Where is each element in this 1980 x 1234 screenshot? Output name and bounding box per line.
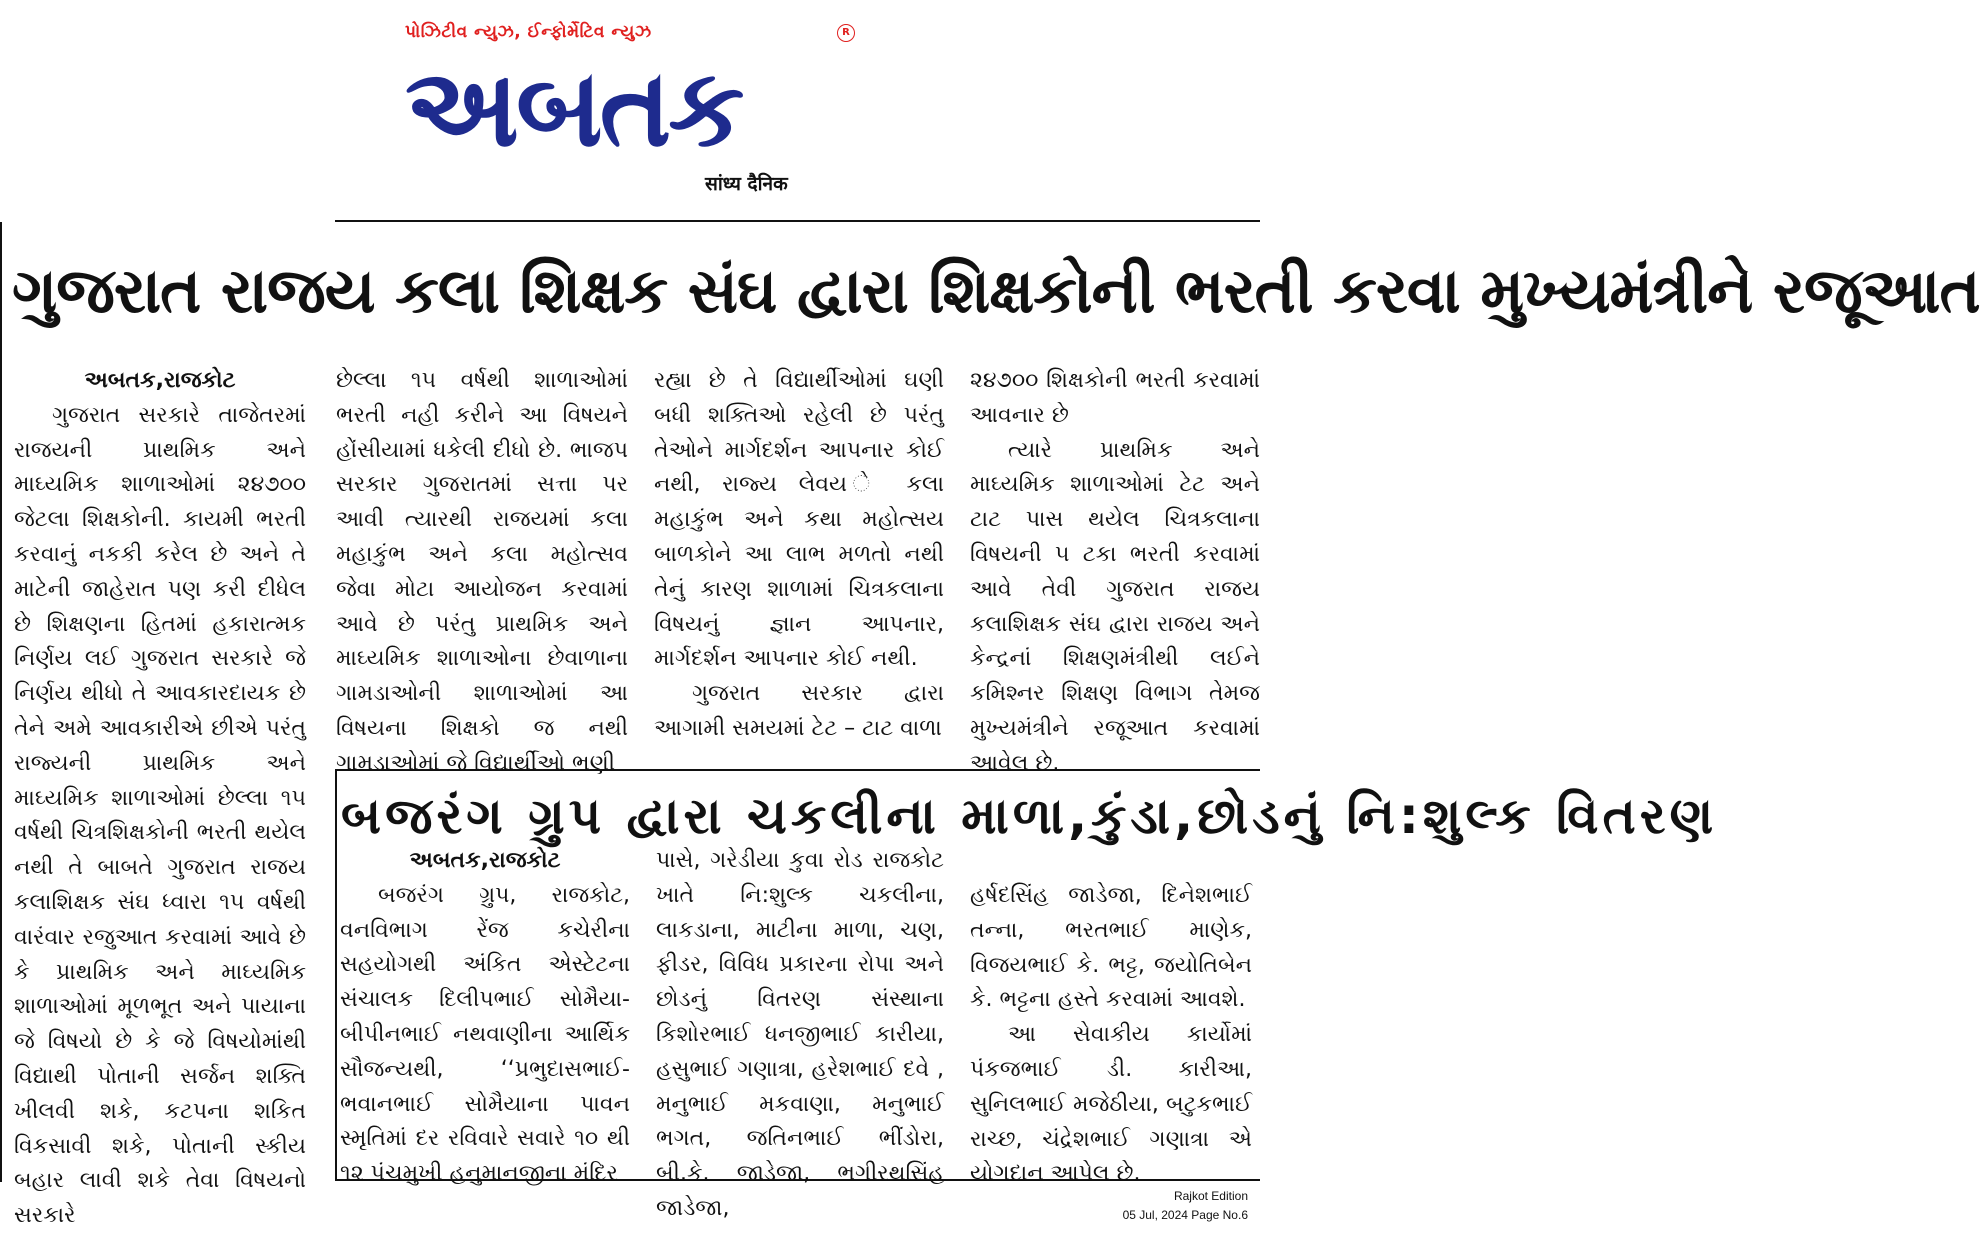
article1-column-1 xyxy=(14,364,306,1234)
edition-footer xyxy=(1123,1187,1248,1225)
left-rule xyxy=(0,222,2,1182)
article1-column-3 xyxy=(654,364,944,747)
masthead-tagline: પોઝિટીવ ન્યુઝ, ઈન્ફોર્મેટિવ ન્યુઝ xyxy=(405,22,652,42)
article2-headline: બજરંગ ગ્રુપ દ્વારા ચકલીના માળા,કુંડા,છોડનું નિ:શુલ્ક વિતરણ xyxy=(341,787,1718,845)
article1-column-4 xyxy=(970,364,1260,782)
newspaper-logo: અબતક xyxy=(405,46,742,171)
article2-col1-text: બજરંગ ગ્રુપ, રાજકોટ, વનવિભાગ રેંજ કચેરીના સહયોગથી અંકિત એસ્ટેટના સંચાલક દિલીપભાઈ સોમૈયા- બીપીનભાઈ નથવાણીના આર્થિક સૌજન્યથી, ‘‘પ્રભુદાસભાઈ- ભવાનભાઈ સોમૈયાના પાવન સ્મૃતિમાં દર રવિવારે સવારે ૧૦ થી ૧૨ પંચમુખી હનુમાનજીના મંદિર xyxy=(340,882,630,1187)
masthead-subtitle: सांध्य दैनिक xyxy=(705,173,788,195)
masthead xyxy=(405,18,855,203)
edition-date-page: 05 Jul, 2024 Page No.6 xyxy=(1122,1208,1248,1222)
article1-col3-text-a: રહ્યા છે તે વિદ્યાર્થીઓમાં ઘણી બધી શક્તિઓ રહેલી છે પરંતુ તેઓને માર્ગદર્શન આપનાર કોઈ નથી, રાજ્ય લેવય ે કલા મહાકુંભ અને કથા મહોત્સય બાળકોને આ લાભ મળતો નથી તેનું કારણ શાળામાં ચિત્રકલાના વિષયનું જ્ઞાન આપનાર, માર્ગદર્શન આપનાર કોઈ નથી. xyxy=(654,368,944,672)
edition-name: Rajkot Edition xyxy=(1173,1189,1248,1203)
article2-col2-text: પાસે, ગરેડીયા કુવા રોડ રાજકોટ ખાતે નિ:શુલ્ક ચકલીના, લાકડાના, માટીના માળા, ચણ, ફીડર, વિવિધ પ્રકારના રોપા અને છોડનું વિતરણ સંસ્થાના કિશોરભાઈ ધનજીભાઈ કારીયા, હસુભાઈ ગણાત્રા, હરેશભાઈ દવે , મનુભાઈ મકવાણા, મનુભાઈ ભગત, જતિનભાઈ ભીંડોરા, બી.કે. જાડેજા, ભગીરથસિંહ જાડેજા, xyxy=(656,848,944,1221)
article2-col3-text-b: આ સેવાકીય કાર્યોમાં પંકજભાઈ ડી. કારીઆ, સુનિલભાઈ મજેઠીયા, બટુકભાઈ રાચ્છ, ચંદ્રેશભાઈ ગણાત્રા એ યોગદાન આપેલ છે. xyxy=(970,1022,1252,1187)
article1-column-2 xyxy=(336,364,628,782)
registered-mark-icon: R xyxy=(837,24,855,42)
article2-dateline: અબતક,રાજકોટ xyxy=(409,848,561,873)
top-rule xyxy=(335,220,1260,222)
article2-column-2 xyxy=(656,844,944,1227)
article1-headline: ગુજરાત રાજય કલા શિક્ષક સંઘ દ્વારા શિક્ષકોની ભરતી કરવા મુખ્યમંત્રીને રજૂઆત xyxy=(12,254,1980,327)
article2-column-1 xyxy=(340,844,630,1192)
article1-col4-text-b: ત્યારે પ્રાથમિક અને માઘ્યમિક શાળાઓમાં ટેટ અને ટાટ પાસ થયેલ ચિત્રકલાના વિષયની ૫ ટકા ભરતી કરવામાં આવે તેવી ગુજરાત રાજય કલાશિક્ષક સંઘ દ્વારા રાજય અને કેન્દ્રનાં શિક્ષણમંત્રીથી લઈને કમિશ્નર શિક્ષણ વિભાગ તેમજ મુખ્યમંત્રીને રજૂઆત કરવામાં આવેલ છે. xyxy=(970,437,1260,776)
article2-column-3 xyxy=(970,879,1252,1192)
article1-col1-text: ગુજરાત સરકારે તાજેતરમાં રાજયની પ્રાથમિક અને માઘ્યમિક શાળાઓમાં ૨૪૭૦૦ જેટલા શિક્ષકોની. કાયમી ભરતી કરવાનું નકકી કરેલ છે અને તે માટેની જાહેરાત પણ કરી દીધેલ છે શિક્ષણના હિતમાં હકારાત્મક નિર્ણય લઈ ગુજરાત સરકારે જે નિર્ણય થીધો તે આવકારદાયક છે તેને અમે આવકારીએ છીએ પરંતુ રાજ્યની પ્રાથમિક અને માઘ્યમિક શાળાઓમાં છેલ્લા ૧૫ વર્ષથી ચિત્રશિક્ષકોની ભરતી થયેલ નથી તે બાબતે ગુજરાત રાજય કલાશિક્ષક સંઘ ધ્વારા ૧૫ વર્ષથી વારંવાર રજુઆત કરવામાં આવે છે કે પ્રાથમિક અને માઘ્યમિક શાળાઓમાં મૂળભૂત અને પાયાના જે વિષયો છે કે જે વિષયોમાંથી વિદ્યાથી પોતાની સર્જન શક્તિ ખીલવી શકે, કટપના શકિત વિકસાવી શકે, પોતાની સ્કીય બહાર લાવી શકે તેવા વિષયનો સરકારે xyxy=(14,402,306,1229)
article2-col3-text-a: હર્ષદસિંહ જાડેજા, દિનેશભાઈ તન્ના, ભરતભાઈ માણેક, વિજયભાઈ કે. ભટ્ટ, જયોતિબેન કે. ભટ્ટના હસ્તે કરવામાં આવશે. xyxy=(970,883,1252,1013)
article1-col2-text: છેલ્લા ૧૫ વર્ષથી શાળાઓમાં ભરતી નહી કરીને આ વિષયને હોંસીયામાં ધકેલી દીધો છે. ભાજપ સરકાર ગુજરાતમાં સત્તા પર આવી ત્યારથી રાજયમાં કલા મહાકુંભ અને કલા મહોત્સવ જેવા મોટા આયોજન કરવામાં આવે છે પરંતુ પ્રાથમિક અને માઘ્યમિક શાળાઓના છેવાળાના ગામડાઓની શાળાઓમાં આ વિષયના શિક્ષકો જ નથી ગામડાઓમાં જે વિદ્યાર્થીઓ ભણી xyxy=(336,368,628,776)
article1-col4-text-a: ૨૪૭૦૦ શિક્ષકોની ભરતી કરવામાં આવનાર છે xyxy=(970,368,1260,428)
article1-col3-text-b: ગુજરાત સરકાર દ્વારા આગામી સમયમાં ટેટ – ટાટ વાળા xyxy=(654,681,944,741)
article1-dateline: અબતક,રાજકોટ xyxy=(84,368,236,393)
